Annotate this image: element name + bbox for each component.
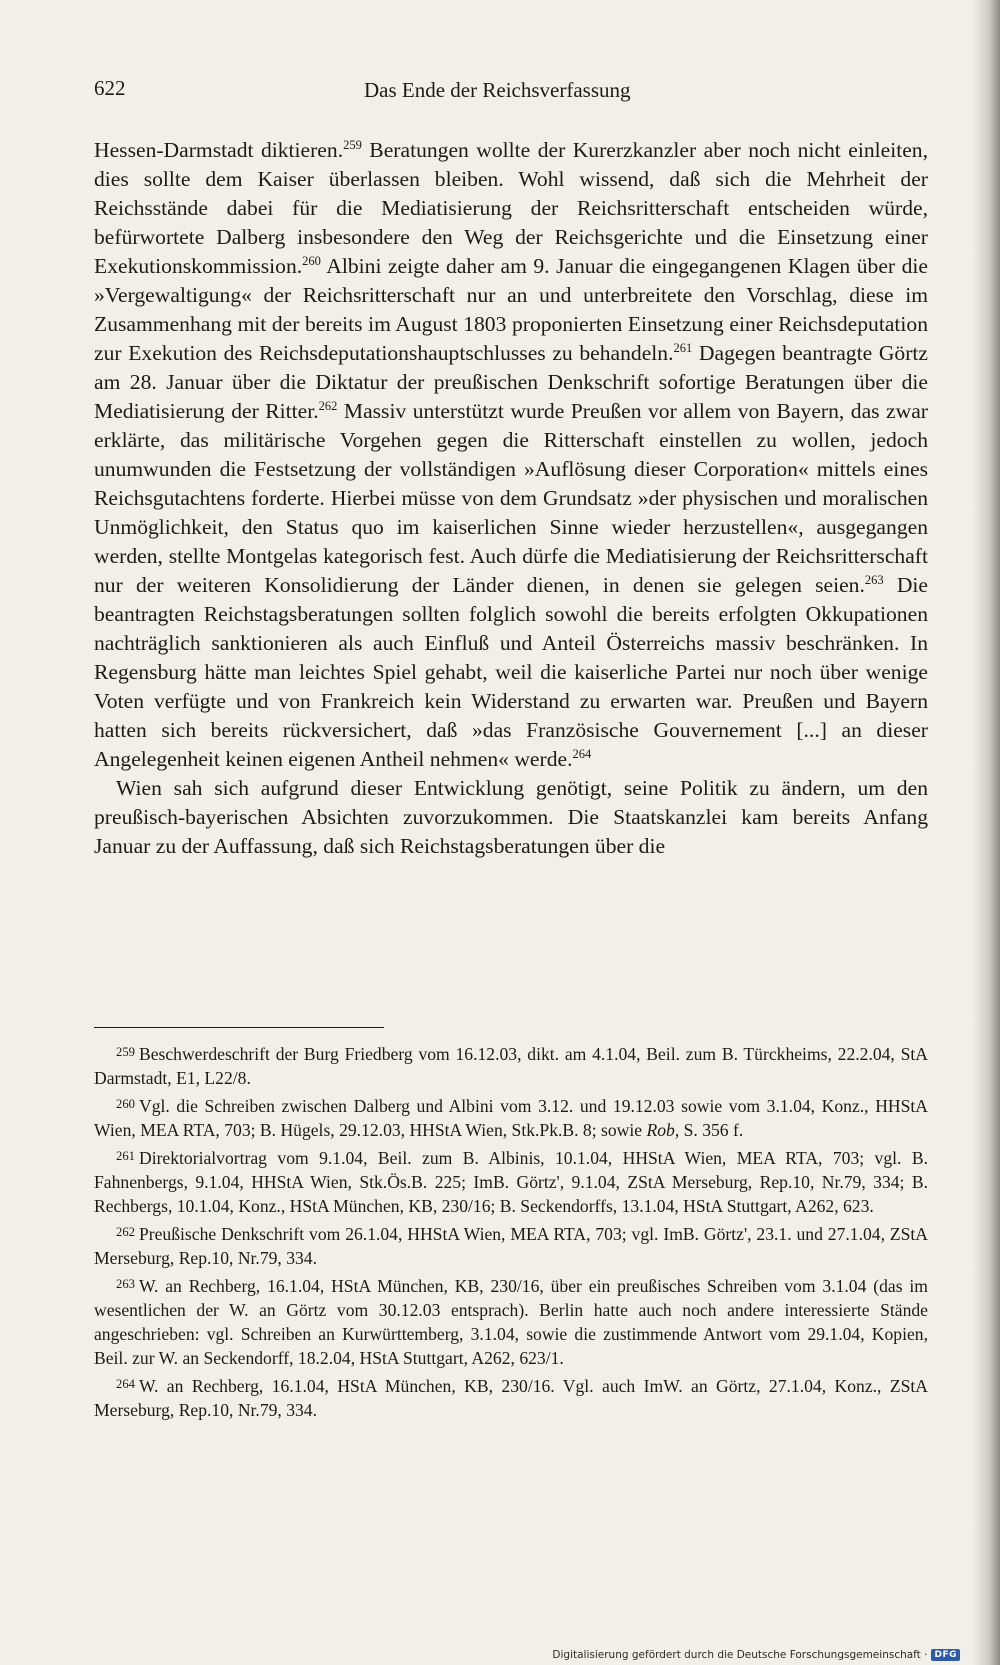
text-run: Albini zeigte daher am 9. Januar die eingegangenen Klagen über die »Vergewaltigung« der Reichsritterschaft nur an und unterbreitete den Vorschlag, diese im Zusammenhang mit der bereits im August 1803 proponierten Einsetzung einer Reichsdeputation zur Exekution des Reichsdeputationshauptschlusses zu behandeln. [94,254,928,365]
text-run: , S. 356 f. [674,1120,744,1140]
footnote-reference[interactable]: 263 [864,572,884,587]
footnotes [94,1040,928,1424]
footnote-separator [94,1027,384,1028]
text-run: Vgl. die Schreiben zwischen Dalberg und Albini vom 3.12. und 19.12.03 sowie vom 3.1.04, Konz., HHStA Wien, MEA RTA, 703; B. Hügels, 29.12.03, HHStA Wien, Stk.Pk.B. 8; sowie [94,1096,928,1140]
footnote [94,1092,928,1142]
text-run: Beschwerdeschrift der Burg Friedberg vom 16.12.03, dikt. am 4.1.04, Beil. zum B. Türckheims, 22.2.04, StA Darmstadt, E1, L22/8. [94,1044,928,1088]
footnote [94,1372,928,1422]
text-run: Beratungen wollte der Kurerzkanzler aber noch nicht einleiten, dies sollte dem Kaiser überlassen bleiben. Wohl wissend, daß sich die Mehrheit der Reichsstände dabei für die Mediatisierung der Reichsritterschaft entscheiden würde, befürwortete Dalberg insbesondere den Weg der Reichsgerichte und die Einsetzung einer Exekutionskommission. [94,138,928,278]
dfg-logo-icon: DFG [931,1649,960,1661]
footnote-number: 259 [116,1045,135,1059]
text-run: Direktorialvortrag vom 9.1.04, Beil. zum B. Albinis, 10.1.04, HHStA Wien, MEA RTA, 703; vgl. B. Fahnenbergs, 9.1.04, HHStA Wien, Stk.Ös.B. 225; ImB. Görtz', 9.1.04, ZStA Merseburg, Rep.10, Nr.79, 334; B. Rechbergs, 10.1.04, Konz., HStA München, KB, 230/16; B. Seckendorffs, 13.1.04, HStA Stuttgart, A262, 623. [94,1148,928,1216]
footnote-number: 263 [116,1277,135,1291]
text-run: Dagegen beantragte Görtz am 28. Januar über die Diktatur der preußischen Denkschrift sofortige Beratungen über die Mediatisierung der Ritter. [94,341,928,423]
text-run: Wien sah sich aufgrund dieser Entwicklung genötigt, seine Politik zu ändern, um den preußisch-bayerischen Absichten zuvorzukommen. Die Staatskanzlei kam bereits Anfang Januar zu der Auffassung, daß sich Reichstagsberatungen über die [94,776,928,858]
text-run: W. an Rechberg, 16.1.04, HStA München, KB, 230/16. Vgl. auch ImW. an Görtz, 27.1.04, Konz., ZStA Merseburg, Rep.10, Nr.79, 334. [94,1376,928,1420]
footnote-number: 261 [116,1149,135,1163]
footnote-reference[interactable]: 264 [572,746,592,761]
footnote [94,1272,928,1370]
text-run: Preußische Denkschrift vom 26.1.04, HHStA Wien, MEA RTA, 703; vgl. ImB. Görtz', 23.1. und 27.1.04, ZStA Merseburg, Rep.10, Nr.79, 334. [94,1224,928,1268]
footnote-reference[interactable]: 261 [673,340,693,355]
text-run: Die beantragten Reichstagsberatungen sollten folglich sowohl die bereits erfolgten Okkupationen nachträglich sanktionieren als auch Einfluß und Anteil Österreichs massiv beschränken. In Regensburg hätte man leichtes Spiel gehabt, weil die kaiserliche Partei nur noch über wenige Voten verfügte und von Frankreich kein Widerstand zu erwarten war. Preußen und Bayern hatten sich bereits rückversichert, daß »das Französische Gouvernement [...] an dieser Angelegenheit keinen eigenen Antheil nehmen« werde. [94,573,928,771]
footnote-reference[interactable]: 260 [302,253,321,268]
main-text [94,136,928,861]
text-run: Hessen-Darmstadt diktieren. [94,138,344,162]
digitization-text: Digitalisierung gefördert durch die Deutsche Forschungsgemeinschaft · [552,1649,928,1661]
footnote-number: 264 [116,1377,135,1391]
text-run: Massiv unterstützt wurde Preußen vor allem von Bayern, das zwar erklärte, das militärische Vorgehen gegen die Ritterschaft einstellen zu wollen, jedoch unumwunden die Festsetzung der vollständigen »Auflösung dieser Corporation« mittels eines Reichsgutachtens forderte. Hierbei müsse von dem Grundsatz »der physischen und moralischen Unmöglichkeit, den Status quo im kaiserlichen Sinne wieder herzustellen«, ausgegangen werden, stellte Montgelas kategorisch fest. Auch dürfe die Mediatisierung der Reichsritterschaft nur der weiteren Konsolidierung der Länder dienen, in denen sie gelegen seien. [94,399,928,597]
footnote [94,1144,928,1218]
footnote-reference[interactable]: 262 [318,398,338,413]
footnote-number: 260 [116,1097,135,1111]
text-run: W. an Rechberg, 16.1.04, HStA München, KB, 230/16, über ein preußisches Schreiben vom 3.1.04 (das im wesentlichen der W. an Görtz vom 30.12.03 entsprach). Berlin hatte auch noch andere interessierte Stände angeschrieben: vgl. Schreiben an Kurwürttemberg, 3.1.04, sowie die zustimmende Antwort vom 29.1.04, Kopien, Beil. zur W. an Seckendorff, 18.2.04, HStA Stuttgart, A262, 623/1. [94,1276,928,1368]
body-paragraph [94,774,928,861]
footnote-reference[interactable]: 259 [343,137,362,152]
running-title: Das Ende der Reichsverfassung [364,78,631,102]
body-paragraph [94,136,928,774]
page-number: 622 [94,76,126,100]
page-edge-shadow [972,0,1000,1665]
digitization-credit [552,1649,960,1661]
running-head [94,76,928,110]
footnote [94,1040,928,1090]
italic-text: Rob [646,1120,675,1140]
footnote-number: 262 [116,1225,135,1239]
footnote [94,1220,928,1270]
